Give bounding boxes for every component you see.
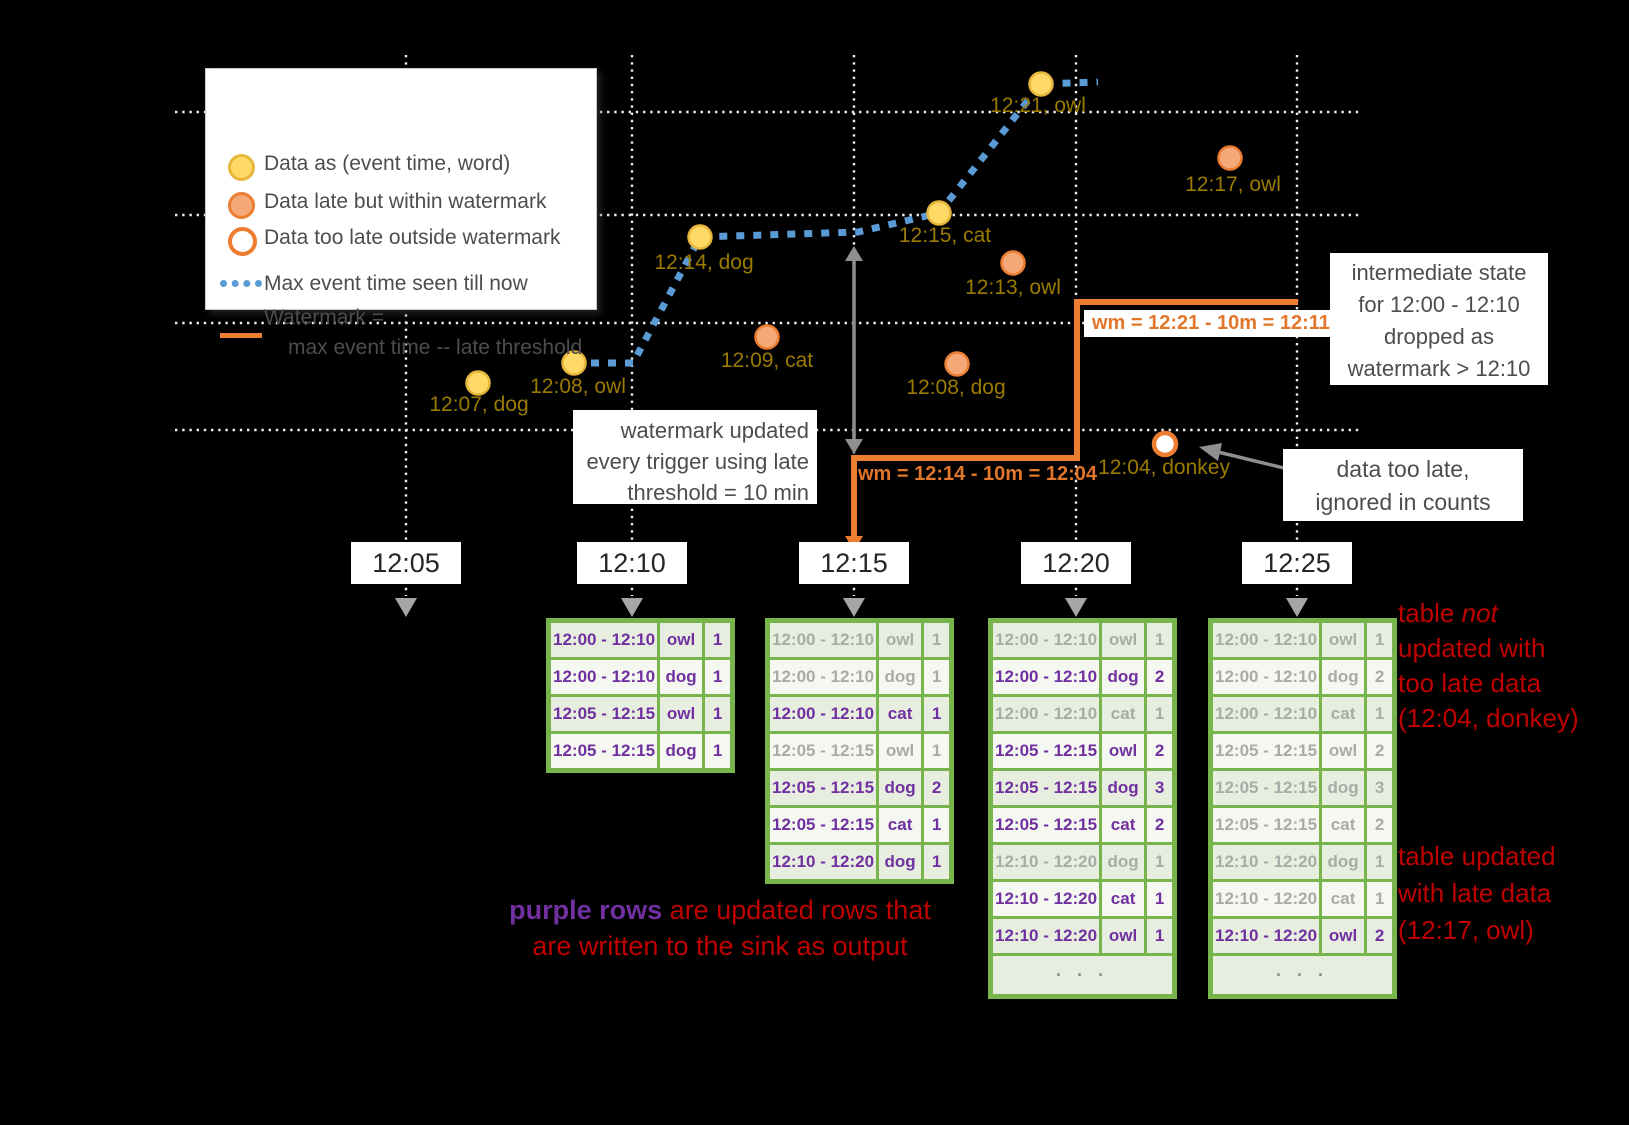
- note-line: with late data: [1398, 878, 1552, 908]
- table-row: [549, 696, 733, 733]
- count-cell: 2: [1366, 659, 1395, 696]
- window-cell: 12:05 - 12:15: [549, 733, 659, 771]
- table-row: [768, 659, 952, 696]
- point-label: 12:08, dog: [906, 376, 1006, 399]
- too-late-dot-icon: [228, 227, 257, 256]
- point-label: 12:21, owl: [990, 94, 1086, 117]
- word-cell: owl: [1101, 733, 1146, 770]
- count-cell: 1: [923, 696, 952, 733]
- word-cell: cat: [1321, 807, 1366, 844]
- table-row: [1211, 696, 1395, 733]
- count-cell: 2: [1366, 918, 1395, 955]
- table-row: [991, 844, 1175, 881]
- note-line: table updated: [1398, 841, 1556, 871]
- count-cell: 1: [1146, 621, 1175, 659]
- word-cell: owl: [878, 733, 923, 770]
- word-cell: dog: [878, 844, 923, 882]
- table-row: [1211, 659, 1395, 696]
- word-cell: owl: [1321, 621, 1366, 659]
- legend-label-late: Data late but within watermark: [264, 190, 547, 213]
- note-not-updated: [1398, 596, 1579, 736]
- window-cell: 12:05 - 12:15: [768, 770, 878, 807]
- word-cell: dog: [1101, 770, 1146, 807]
- note-text-purple: purple rows: [509, 895, 663, 925]
- note-text: are updated rows that: [662, 895, 931, 925]
- window-cell: 12:10 - 12:20: [1211, 881, 1321, 918]
- table-row: [991, 696, 1175, 733]
- count-cell: 1: [704, 696, 733, 733]
- word-cell: dog: [659, 733, 704, 771]
- result-table-12-20: [988, 618, 1177, 999]
- window-cell: 12:10 - 12:20: [991, 844, 1101, 881]
- count-cell: 2: [1366, 807, 1395, 844]
- count-cell: 1: [923, 733, 952, 770]
- callout-line: ignored in counts: [1315, 489, 1491, 515]
- table-row: [1211, 733, 1395, 770]
- axis-tick-12-10: 12:10: [577, 542, 687, 584]
- point-label: 12:15, cat: [898, 224, 992, 247]
- window-cell: 12:05 - 12:15: [768, 733, 878, 770]
- watermark-gap-arrow: [845, 246, 863, 454]
- callout-line: dropped as: [1383, 324, 1495, 349]
- table-row: [1211, 918, 1395, 955]
- window-cell: 12:10 - 12:20: [991, 881, 1101, 918]
- point-12-09-cat: [756, 326, 779, 349]
- point-label: 12:08, owl: [530, 375, 626, 398]
- count-cell: 2: [1366, 733, 1395, 770]
- note-text: table: [1398, 598, 1462, 628]
- word-cell: cat: [1101, 881, 1146, 918]
- note-line: are written to the sink as output: [532, 931, 908, 961]
- max-event-time-line-icon: [220, 280, 262, 287]
- callout-intermediate-state: [1330, 253, 1548, 385]
- result-table-12-25: [1208, 618, 1397, 999]
- window-cell: 12:05 - 12:15: [1211, 733, 1321, 770]
- count-cell: 1: [1366, 696, 1395, 733]
- watermark-line-icon: [220, 333, 262, 338]
- window-cell: 12:05 - 12:15: [1211, 770, 1321, 807]
- count-cell: 2: [923, 770, 952, 807]
- count-cell: 1: [1146, 844, 1175, 881]
- word-cell: owl: [1321, 918, 1366, 955]
- word-cell: cat: [1101, 807, 1146, 844]
- table-row: [549, 659, 733, 696]
- table-row: [991, 807, 1175, 844]
- count-cell: 1: [923, 621, 952, 659]
- note-updated: [1398, 838, 1556, 949]
- ellipsis-cell: · · ·: [1211, 955, 1395, 997]
- axis-tick-12-15: 12:15: [799, 542, 909, 584]
- count-cell: 1: [923, 844, 952, 882]
- count-cell: 1: [704, 659, 733, 696]
- point-label: 12:13, owl: [965, 276, 1061, 299]
- point-12-04-donkey: [1154, 433, 1176, 455]
- axis-tick-12-05: 12:05: [351, 542, 461, 584]
- point-label: 12:04, donkey: [1098, 456, 1230, 479]
- window-cell: 12:10 - 12:20: [1211, 844, 1321, 881]
- window-cell: 12:05 - 12:15: [991, 733, 1101, 770]
- window-cell: 12:10 - 12:20: [991, 918, 1101, 955]
- table-row: [768, 696, 952, 733]
- window-cell: 12:05 - 12:15: [991, 807, 1101, 844]
- word-cell: cat: [878, 807, 923, 844]
- point-12-07-dog: [467, 372, 490, 395]
- window-cell: 12:00 - 12:10: [768, 696, 878, 733]
- table-row: [768, 733, 952, 770]
- callout-line: watermark > 12:10: [1347, 356, 1531, 381]
- legend-label-watermark-2: max event time -- late threshold: [288, 336, 583, 359]
- table-row: [768, 621, 952, 659]
- count-cell: 1: [1366, 881, 1395, 918]
- table-row: [1211, 621, 1395, 659]
- window-cell: 12:05 - 12:15: [991, 770, 1101, 807]
- legend-label-too-late: Data too late outside watermark: [264, 226, 561, 249]
- word-cell: dog: [1101, 844, 1146, 881]
- axis-tick-12-20: 12:20: [1021, 542, 1131, 584]
- point-12-13-owl: [1002, 252, 1025, 275]
- table-row: [768, 807, 952, 844]
- note-text-italic: not: [1461, 598, 1498, 628]
- table-row: [768, 844, 952, 882]
- table-row: [1211, 881, 1395, 918]
- word-cell: owl: [1101, 621, 1146, 659]
- result-table-12-15: [765, 618, 954, 884]
- count-cell: 1: [1146, 918, 1175, 955]
- word-cell: cat: [1101, 696, 1146, 733]
- word-cell: dog: [659, 659, 704, 696]
- callout-line: data too late,: [1336, 456, 1470, 482]
- count-cell: 1: [704, 621, 733, 659]
- point-12-21-owl: [1030, 73, 1053, 96]
- callout-too-late: [1283, 449, 1523, 521]
- word-cell: owl: [1321, 733, 1366, 770]
- window-cell: 12:10 - 12:20: [768, 844, 878, 882]
- word-cell: cat: [1321, 696, 1366, 733]
- point-label: 12:07, dog: [429, 393, 529, 416]
- watermark-step2-label: wm = 12:21 - 10m = 12:11: [1084, 310, 1338, 337]
- table-ellipsis-row: [991, 955, 1175, 997]
- table-row: [991, 770, 1175, 807]
- window-cell: 12:00 - 12:10: [549, 621, 659, 659]
- window-cell: 12:05 - 12:15: [1211, 807, 1321, 844]
- note-line: [1398, 596, 1579, 631]
- window-cell: 12:05 - 12:15: [549, 696, 659, 733]
- callout-line: threshold = 10 min: [627, 480, 809, 505]
- legend: [205, 68, 597, 359]
- legend-label-on-time: Data as (event time, word): [264, 152, 511, 175]
- window-cell: 12:05 - 12:15: [768, 807, 878, 844]
- count-cell: 1: [1146, 696, 1175, 733]
- window-cell: 12:00 - 12:10: [1211, 659, 1321, 696]
- window-cell: 12:00 - 12:10: [1211, 696, 1321, 733]
- late-dot-icon: [228, 192, 255, 219]
- point-12-17-owl: [1219, 147, 1242, 170]
- watermark-step1-label: wm = 12:14 - 10m = 12:04: [858, 463, 1098, 485]
- point-label: 12:09, cat: [720, 349, 814, 372]
- legend-label-max-event: Max event time seen till now: [264, 272, 528, 295]
- word-cell: dog: [878, 659, 923, 696]
- axis-tick-12-25: 12:25: [1242, 542, 1352, 584]
- word-cell: owl: [659, 621, 704, 659]
- max-event-time-line: [574, 82, 1098, 363]
- callout-line: intermediate state: [1351, 260, 1527, 285]
- table-row: [991, 881, 1175, 918]
- window-cell: 12:00 - 12:10: [991, 696, 1101, 733]
- word-cell: owl: [659, 696, 704, 733]
- count-cell: 2: [1146, 659, 1175, 696]
- table-ellipsis-row: [1211, 955, 1395, 997]
- table-row: [549, 621, 733, 659]
- window-cell: 12:00 - 12:10: [1211, 621, 1321, 659]
- count-cell: 1: [704, 733, 733, 771]
- point-label: 12:14, dog: [654, 251, 754, 274]
- count-cell: 1: [923, 807, 952, 844]
- callout-line: every trigger using late: [586, 449, 809, 474]
- word-cell: cat: [878, 696, 923, 733]
- note-purple-rows: [440, 892, 1000, 964]
- count-cell: 1: [1146, 881, 1175, 918]
- trigger-arrows: [395, 598, 1308, 617]
- count-cell: 1: [923, 659, 952, 696]
- callout-trigger-update: [573, 410, 817, 504]
- ellipsis-cell: · · ·: [991, 955, 1175, 997]
- count-cell: 2: [1146, 807, 1175, 844]
- word-cell: dog: [1321, 844, 1366, 881]
- watermark-step-line: [845, 302, 1298, 551]
- count-cell: 3: [1366, 770, 1395, 807]
- note-line: updated with: [1398, 633, 1546, 663]
- table-row: [1211, 844, 1395, 881]
- window-cell: 12:10 - 12:20: [1211, 918, 1321, 955]
- note-line: [440, 892, 1000, 928]
- table-row: [549, 733, 733, 771]
- word-cell: dog: [1101, 659, 1146, 696]
- window-cell: 12:00 - 12:10: [768, 621, 878, 659]
- table-row: [1211, 807, 1395, 844]
- window-cell: 12:00 - 12:10: [991, 659, 1101, 696]
- note-line: too late data: [1398, 668, 1542, 698]
- window-cell: 12:00 - 12:10: [549, 659, 659, 696]
- word-cell: owl: [1101, 918, 1146, 955]
- word-cell: dog: [1321, 770, 1366, 807]
- point-label: 12:17, owl: [1185, 173, 1281, 196]
- word-cell: cat: [1321, 881, 1366, 918]
- word-cell: owl: [878, 621, 923, 659]
- note-line: (12:04, donkey): [1398, 703, 1579, 733]
- legend-label-watermark-1: Watermark =: [264, 306, 384, 329]
- table-row: [991, 918, 1175, 955]
- on-time-dot-icon: [228, 154, 255, 181]
- callout-line: watermark updated: [620, 418, 809, 443]
- word-cell: dog: [1321, 659, 1366, 696]
- window-cell: 12:00 - 12:10: [768, 659, 878, 696]
- count-cell: 1: [1366, 844, 1395, 881]
- table-row: [1211, 770, 1395, 807]
- window-cell: 12:00 - 12:10: [991, 621, 1101, 659]
- table-row: [991, 659, 1175, 696]
- table-row: [991, 621, 1175, 659]
- point-12-08-dog: [946, 353, 969, 376]
- point-12-14-dog: [689, 226, 712, 249]
- callout-line: for 12:00 - 12:10: [1358, 292, 1520, 317]
- table-row: [991, 733, 1175, 770]
- count-cell: 1: [1366, 621, 1395, 659]
- count-cell: 2: [1146, 733, 1175, 770]
- note-line: (12:17, owl): [1398, 915, 1534, 945]
- point-12-15-cat: [928, 202, 951, 225]
- table-row: [768, 770, 952, 807]
- result-table-12-10: [546, 618, 735, 773]
- count-cell: 3: [1146, 770, 1175, 807]
- word-cell: dog: [878, 770, 923, 807]
